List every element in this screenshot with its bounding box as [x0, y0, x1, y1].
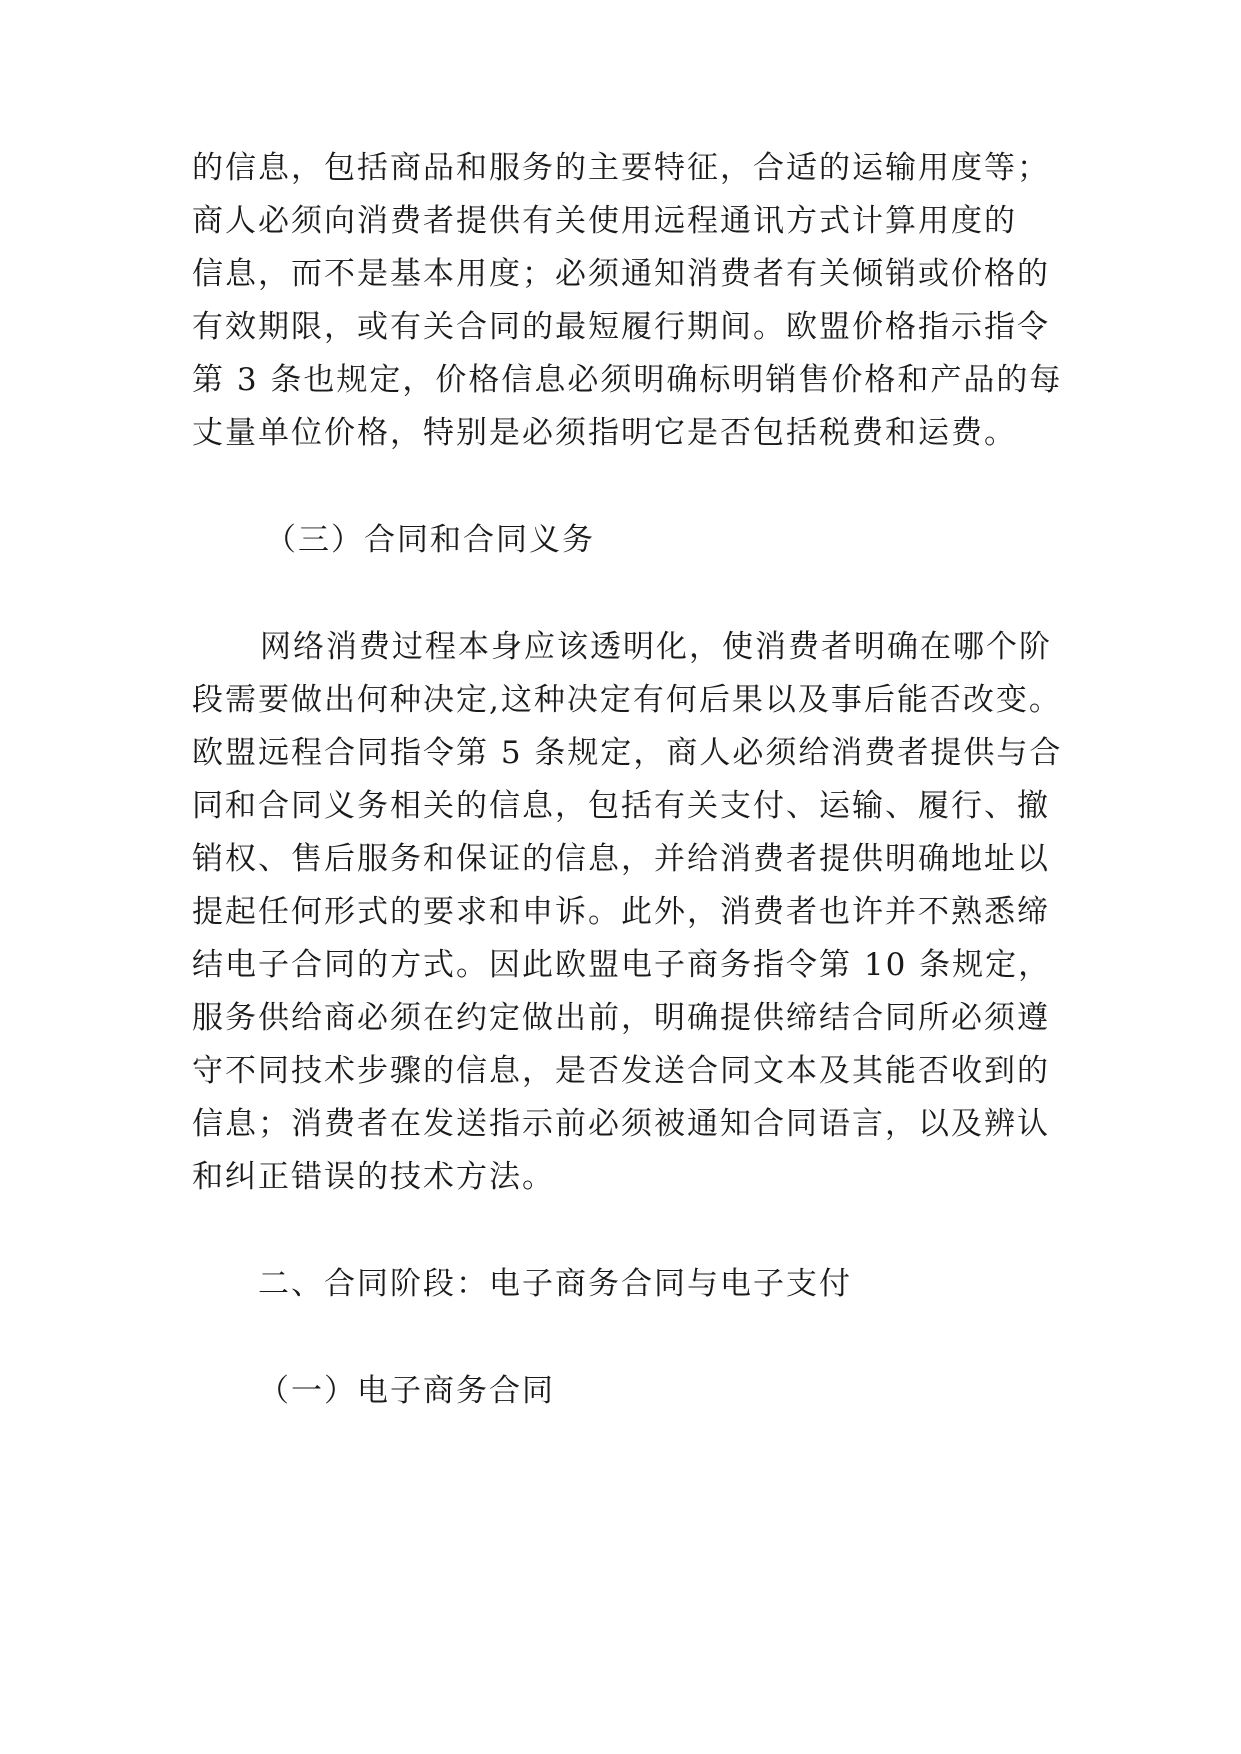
paragraph-line: 丈量单位价格，特别是必须指明它是否包括税费和运费。 — [192, 415, 1017, 451]
paragraph-line: 提起任何形式的要求和申诉。此外，消费者也许并不熟悉缔 — [192, 894, 1050, 930]
paragraph-line: 网络消费过程本身应该透明化，使消费者明确在哪个阶 — [260, 629, 1052, 665]
paragraph-line: 有效期限，或有关合同的最短履行期间。欧盟价格指示指令 — [192, 309, 1050, 345]
paragraph-line: 信息；消费者在发送指示前必须被通知合同语言，以及辨认 — [192, 1106, 1050, 1142]
paragraph-line: 销权、售后服务和保证的信息，并给消费者提供明确地址以 — [192, 841, 1050, 877]
paragraph-line: 欧盟远程合同指令第 5 条规定，商人必须给消费者提供与合 — [192, 735, 1063, 771]
paragraph-line: 同和合同义务相关的信息，包括有关支付、运输、履行、撤 — [192, 788, 1050, 824]
paragraph-line: 商人必须向消费者提供有关使用远程通讯方式计算用度的 — [192, 203, 1017, 239]
paragraph-line: 和纠正错误的技术方法。 — [192, 1159, 555, 1195]
paragraph-line: 结电子合同的方式。因此欧盟电子商务指令第 10 条规定， — [192, 947, 1052, 983]
paragraph-line: 段需要做出何种决定,这种决定有何后果以及事后能否改变。 — [192, 682, 1062, 718]
paragraph-line: 第 3 条也规定，价格信息必须明确标明销售价格和产品的每 — [192, 362, 1063, 398]
section-heading: （三）合同和合同义务 — [265, 522, 595, 558]
paragraph-line: 的信息，包括商品和服务的主要特征，合适的运输用度等； — [192, 150, 1050, 186]
section-heading: （一）电子商务合同 — [258, 1373, 555, 1409]
paragraph-line: 服务供给商必须在约定做出前，明确提供缔结合同所必须遵 — [192, 1000, 1050, 1036]
chapter-heading: 二、合同阶段：电子商务合同与电子支付 — [258, 1266, 852, 1302]
paragraph-line: 信息，而不是基本用度；必须通知消费者有关倾销或价格的 — [192, 256, 1050, 292]
paragraph-line: 守不同技术步骤的信息，是否发送合同文本及其能否收到的 — [192, 1053, 1050, 1089]
